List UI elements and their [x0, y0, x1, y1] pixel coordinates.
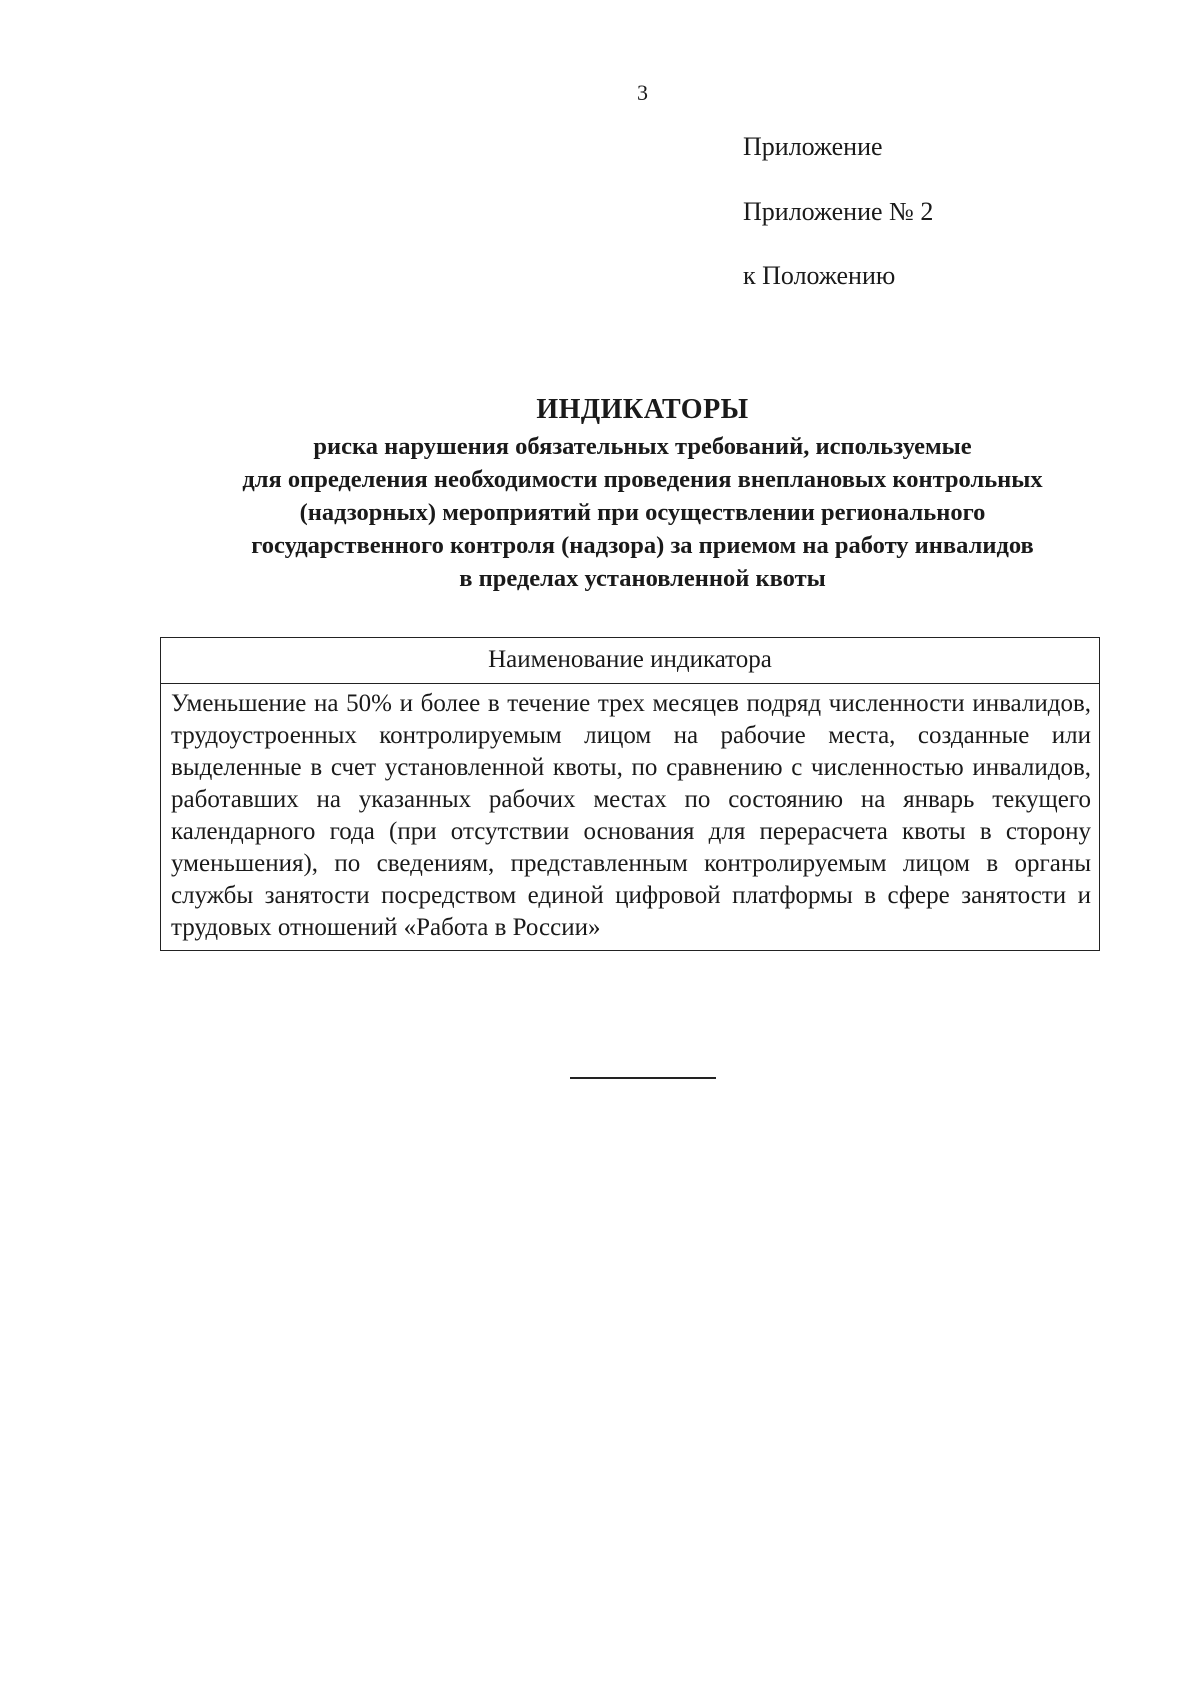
table-row: [161, 684, 1100, 951]
indicator-table: [160, 637, 1100, 951]
title-subtitle-line: государственного контроля (надзора) за приемом на работу инвалидов: [251, 532, 1034, 559]
page-number: 3: [637, 80, 648, 105]
appendix-reference: к Положению: [743, 261, 896, 290]
title-subtitle-line: в пределах установленной квоты: [459, 565, 826, 592]
appendix-number: Приложение № 2: [743, 197, 934, 226]
closing-divider: [570, 1077, 716, 1079]
appendix-label: Приложение: [743, 132, 883, 161]
table-header-cell: Наименование индикатора: [161, 638, 1100, 684]
table-header-row: [161, 638, 1100, 684]
document-title-block: [150, 392, 1135, 595]
document-title: ИНДИКАТОРЫ: [536, 394, 749, 425]
title-subtitle-line: риска нарушения обязательных требований, используемые: [313, 433, 972, 460]
indicator-description: Уменьшение на 50% и более в течение трех месяцев подряд численности инвалидов, трудоустроенных контролируемым лицом на рабочие места, созданные или выделенные в счет установленной квоты, по сравнению с численностью инвалидов, работавших на указанных рабочих местах по состоянию на январь текущего календарного года (при отсутствии основания для перерасчета квоты в сторону уменьшения), по сведениям, представленным контролируемым лицом в органы службы занятости посредством единой цифровой платформы в сфере занятости и трудовых отношений «Работа в России»: [161, 684, 1100, 951]
title-subtitle-line: для определения необходимости проведения внеплановых контрольных: [242, 466, 1043, 493]
title-subtitle-line: (надзорных) мероприятий при осуществлении регионального: [299, 499, 986, 526]
